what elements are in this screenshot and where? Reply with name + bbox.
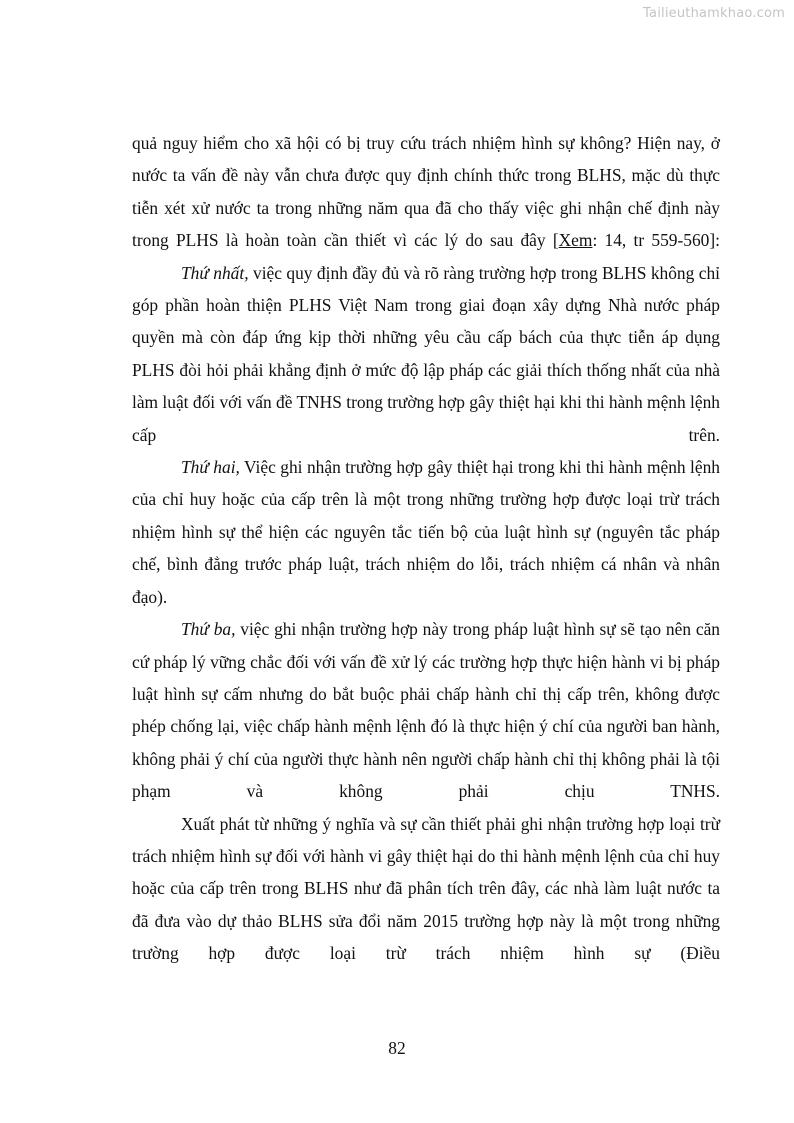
document-body <box>132 127 720 970</box>
paragraph-first-point <box>132 257 720 451</box>
intro-paragraph <box>132 127 720 257</box>
reference-link[interactable]: Xem <box>558 230 593 251</box>
reference-details: : 14, tr 559-560]: <box>592 230 720 251</box>
point-text: việc ghi nhận trường hợp này trong pháp luật hình sự sẽ tạo nên căn cứ pháp lý vững chắc đối với vấn đề xử lý các trường hợp thực hiện hành vi bị pháp luật hình sự cấm nhưng do bắt buộc phải chấp hành chỉ thị cấp trên, không được phép chống lại, việc chấp hành mệnh lệnh đó là thực hiện ý chí của người ban hành, không phải ý chí của người thực hành nên người chấp hành chỉ thị không phải là tội phạm và không phải chịu TNHS. <box>132 619 720 802</box>
point-text: Việc ghi nhận trường hợp gây thiệt hại trong khi thi hành mệnh lệnh của chỉ huy hoặc của cấp trên là một trong những trường hợp được loại trừ trách nhiệm hình sự thể hiện các nguyên tắc tiến bộ của luật hình sự (nguyên tắc pháp chế, bình đẳng trước pháp luật, trách nhiệm do lỗi, trách nhiệm cá nhân và nhân đạo). <box>132 457 720 607</box>
intro-text: quả nguy hiểm cho xã hội có bị truy cứu trách nhiệm hình sự không? Hiện nay, ở nước ta vấn đề này vẫn chưa được quy định chính thức trong BLHS, mặc dù thực tiễn xét xử nước ta trong những năm qua đã cho thấy việc ghi nhận chế định này trong PLHS là hoàn toàn cần thiết vì các lý do sau đây <box>132 133 720 251</box>
point-lead: Thứ ba, <box>181 619 236 640</box>
paragraph-third-point <box>132 613 720 807</box>
page-number: 82 <box>388 1038 406 1058</box>
reference-open-bracket: [ <box>552 230 559 251</box>
point-text: việc quy định đầy đủ và rõ ràng trường hợp trong BLHS không chỉ góp phần hoàn thiện PLHS Việt Nam trong giai đoạn xây dựng Nhà nước pháp quyền mà còn đáp ứng kịp thời những yêu cầu cấp bách của thực tiễn áp dụng PLHS đòi hỏi phải khẳng định ở mức độ lập pháp các giải thích thống nhất của nhà làm luật đối với vấn đề TNHS trong trường hợp gây thiệt hại khi thi hành mệnh lệnh cấp trên. <box>132 262 721 445</box>
watermark-text: Tailieuthamkhao.com <box>643 6 785 21</box>
paragraph-conclusion: Xuất phát từ những ý nghĩa và sự cần thiết phải ghi nhận trường hợp loại trừ trách nhiệm hình sự đối với hành vi gây thiệt hại do thi hành mệnh lệnh của chỉ huy hoặc của cấp trên trong BLHS như đã phân tích trên đây, các nhà làm luật nước ta đã đưa vào dự thảo BLHS sửa đổi năm 2015 trường hợp này là một trong những trường hợp được loại trừ trách nhiệm hình sự (Điều <box>132 813 720 964</box>
paragraph-second-point <box>132 451 720 613</box>
point-lead: Thứ nhất, <box>181 262 249 283</box>
point-lead: Thứ hai, <box>181 457 240 478</box>
